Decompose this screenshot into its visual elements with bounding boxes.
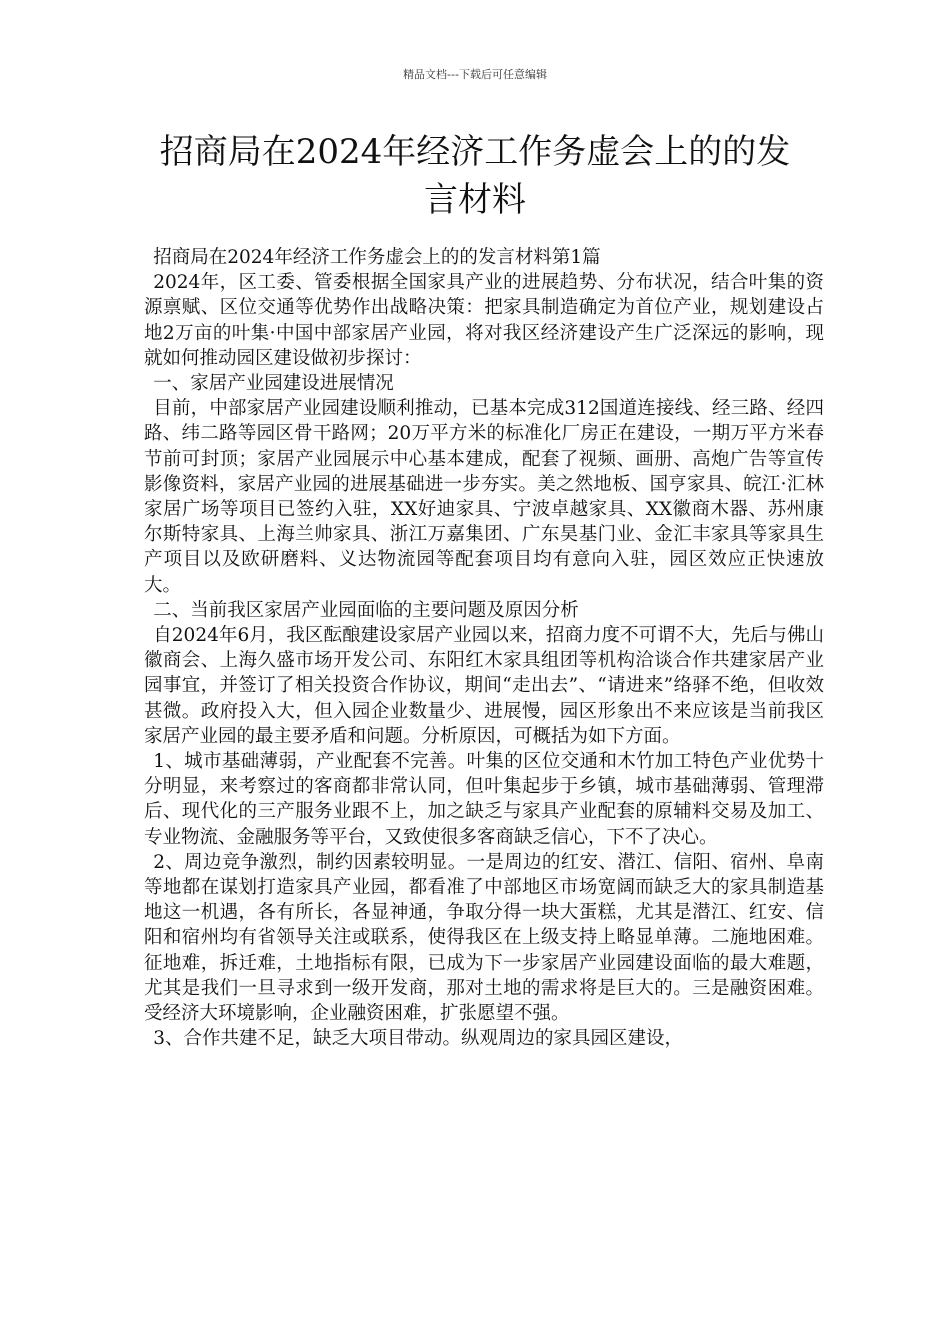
document-body bbox=[144, 245, 824, 1052]
subsection-heading: 二、当前我区家居产业园面临的主要问题及原因分析 bbox=[153, 599, 579, 621]
body-paragraph: 目前，中部家居产业园建设顺利推动，已基本完成312国道连接线、经三路、经四路、纬二路等园区骨干路网；20万平方米的标准化厂房正在建设，一期万平方米春节前可封顶；家居产业园展示中心基本建成，配套了视频、画册、高炮广告等宣传影像资料，家居产业园的进展基础进一步夯实。美之然地板、国亨家具、皖江·汇林家居广场等项目已签约入驻，XX好迪家具、宁波卓越家具、XX徽商木器、苏州康尔斯特家具、上海兰帅家具、浙江万嘉集团、广东昊基门业、金汇丰家具等家具生产项目以及欧研磨料、义达物流园等配套项目均有意向入驻，园区效应正快速放大。 bbox=[144, 398, 824, 596]
subsection-heading: 一、家居产业园建设进展情况 bbox=[153, 373, 394, 395]
title-line-2: 言材料 bbox=[424, 180, 526, 220]
body-paragraph: 1、城市基础薄弱，产业配套不完善。叶集的区位交通和木竹加工特色产业优势十分明显，来考察过的客商都非常认同，但叶集起步于乡镇，城市基础薄弱、管理滞后、现代化的三产服务业跟不上，加之缺乏与家具产业配套的原辅料交易及加工、专业物流、金融服务等平台，又致使很多客商缺乏信心，下不了决心。 bbox=[144, 751, 824, 848]
body-paragraph: 2、周边竞争激烈，制约因素较明显。一是周边的红安、潜江、信阳、宿州、阜南等地都在谋划打造家具产业园，都看准了中部地区市场宽阔而缺乏大的家具制造基地这一机遇，各有所长，各显神通，争取分得一块大蛋糕，尤其是潜江、红安、信阳和宿州均有省领导关注或联系，使得我区在上级支持上略显单薄。二施地困难。征地难，拆迁难，土地指标有限，已成为下一步家居产业园建设面临的最大难题，尤其是我们一旦寻求到一级开发商，那对土地的需求将是巨大的。三是融资困难。受经济大环境影响，企业融资困难，扩张愿望不强。 bbox=[144, 851, 824, 1025]
body-paragraph: 3、合作共建不足，缺乏大项目带动。纵观周边的家具园区建设， bbox=[153, 1028, 684, 1050]
title-line-1: 招商局在2024年经济工作务虚会上的的发 bbox=[159, 132, 791, 172]
body-paragraph: 2024年，区工委、管委根据全国家具产业的进展趋势、分布状况，结合叶集的资源禀赋、区位交通等优势作出战略决策：把家具制造确定为首位产业，规划建设占地2万亩的叶集·中国中部家居产业园，将对我区经济建设产生广泛深远的影响，现就如何推动园区建设做初步探讨： bbox=[144, 272, 824, 369]
body-paragraph: 自2024年6月，我区酝酿建设家居产业园以来，招商力度不可谓不大，先后与佛山徽商会、上海久盛市场开发公司、东阳红木家具组团等机构洽谈合作共建家居产业园事宜，并签订了相关投资合作协议，期间“走出去”、“请进来”络驿不绝，但收效甚微。政府投入大，但入园企业数量少、进展慢，园区形象出不来应该是当前我区家居产业园的最主要矛盾和问题。分析原因，可概括为如下方面。 bbox=[144, 625, 824, 747]
section-heading: 招商局在2024年经济工作务虚会上的的发言材料第1篇 bbox=[153, 247, 601, 268]
document-title bbox=[120, 128, 830, 224]
page-header-note: 精品文档---下载后可任意编辑 bbox=[403, 68, 547, 81]
